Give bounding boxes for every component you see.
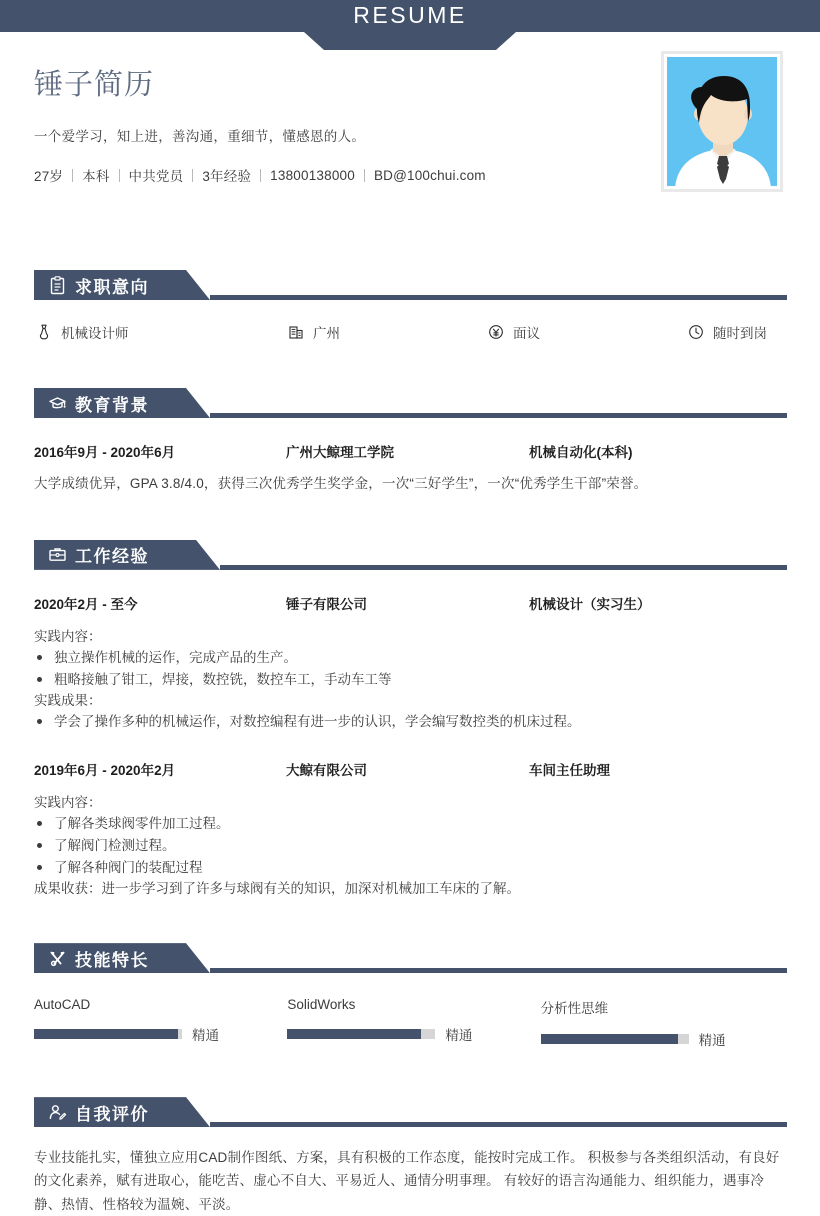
clipboard-icon [48,276,67,295]
experience-bullet-list [34,647,820,691]
intention-items [36,322,788,342]
section-education [0,388,820,495]
intention-position-label: 机械设计师 [61,326,129,341]
experience-role: 机械设计（实习生） [529,596,651,612]
contact-divider [72,169,73,182]
candidate-name: 锤子简历 [34,69,155,101]
intention-availability [688,322,767,342]
building-icon [288,324,304,340]
skill-progress-track [34,1029,182,1039]
intention-availability-label: 随时到岗 [713,326,767,341]
graduation-cap-icon [48,394,67,413]
education-entry-header [34,441,820,461]
section-header-intention [34,270,787,300]
experience-entry-header [34,593,820,613]
intention-city [288,322,488,342]
resume-title: RESUME [353,2,467,28]
section-label [48,388,149,418]
skill-item [287,997,540,1049]
section-label [48,270,149,300]
experience-footer: 成果收获：进一步学习到了许多与球阀有关的知识，加深对机械加工车床的了解。 [34,880,520,896]
skill-progress-fill [34,1029,178,1039]
avatar-illustration [667,57,777,186]
skill-level-label: 精通 [445,1028,473,1044]
skill-name: SolidWorks [287,997,356,1013]
section-skills [0,943,820,1049]
contact-divider [119,169,120,182]
experience-bullet-list [34,711,820,733]
contact-divider [192,169,193,182]
experience-entry-header [34,759,820,779]
list-item: 独立操作机械的运作，完成产品的生产。 [34,647,820,669]
section-rule [220,565,787,570]
list-item: 了解阀门检测过程。 [34,835,820,857]
contact-experience: 3年经验 [202,169,252,184]
intention-salary [488,322,688,342]
section-label [48,1097,149,1127]
skill-name: 分析性思维 [540,1001,609,1017]
skill-item [34,997,287,1049]
experience-block-label: 实践内容： [34,795,102,810]
experience-role: 车间主任助理 [529,763,610,778]
section-title: 技能特长 [75,950,149,970]
education-major: 机械自动化(本科) [529,445,633,460]
experience-company: 锤子有限公司 [286,596,367,612]
experience-block-label: 实践成果： [34,692,102,708]
profile-header [0,32,820,224]
section-label [48,540,149,570]
section-title: 求职意向 [75,277,149,297]
skill-level-label: 精通 [192,1028,219,1044]
experience-period: 2020年2月 - 至今 [34,596,138,612]
intention-city-label: 广州 [313,326,340,341]
skill-item [541,997,794,1049]
clock-icon [688,324,704,340]
contact-age: 27岁 [34,169,64,184]
intention-salary-label: 面议 [513,326,540,341]
briefcase-icon [48,545,67,564]
contact-political: 中共党员 [128,169,184,184]
education-description: 大学成绩优异，GPA 3.8/4.0，获得三次优秀学生奖学金，一次“三好学生”，一次“优秀学生干部”荣誉。 [34,476,648,491]
experience-block-label: 实践内容： [34,628,102,644]
skills-list [34,997,794,1049]
skill-progress-track [541,1034,689,1044]
list-item: 学会了操作多种的机械运作，对数控编程有进一步的认识，学会编写数控类的机床过程。 [34,711,820,733]
tools-icon [48,949,67,968]
top-banner [0,0,820,32]
education-school: 广州大鲸理工学院 [286,445,394,460]
experience-company: 大鲸有限公司 [286,763,367,778]
skill-meter [541,1029,794,1049]
skill-meter [34,1024,287,1044]
section-rule [210,413,787,418]
contact-email: BD@100chui.com [373,167,486,183]
list-item: 了解各种阀门的装配过程 [34,857,820,879]
contact-line [34,165,634,185]
contact-divider [260,169,261,182]
user-edit-icon [48,1103,67,1122]
section-title: 自我评价 [75,1104,149,1124]
experience-bullet-list [34,813,820,879]
section-title: 工作经验 [75,547,149,567]
skill-meter [287,1024,540,1044]
skill-progress-fill [541,1034,679,1044]
contact-phone: 13800138000 [270,167,355,183]
section-experience [0,540,820,899]
section-label [48,943,149,973]
skill-progress-track [287,1029,435,1039]
profile-photo-frame [661,51,783,192]
section-header-evaluation [34,1097,787,1127]
avatar [667,57,777,186]
section-intention [0,270,820,342]
yen-circle-icon [488,324,504,340]
list-item: 粗略接触了钳工，焊接，数控铣，数控车工，手动车工等 [34,669,820,691]
skill-level-label: 精通 [698,1033,726,1049]
section-rule [210,295,787,300]
education-period: 2016年9月 - 2020年6月 [34,445,176,460]
necktie-icon [36,324,52,340]
skill-name: AutoCAD [34,997,91,1013]
section-title: 教育背景 [75,395,149,415]
contact-degree: 本科 [82,169,110,184]
section-rule [210,968,787,973]
list-item: 了解各类球阀零件加工过程。 [34,813,820,835]
section-evaluation [0,1097,820,1216]
skill-progress-fill [287,1029,420,1039]
intention-position [36,322,288,342]
section-rule [210,1122,787,1127]
profile-info [34,62,634,185]
section-header-skills [34,943,787,973]
section-header-education [34,388,787,418]
section-header-experience [34,540,787,570]
evaluation-text: 专业技能扎实，懂独立应用CAD制作图纸、方案，具有积极的工作态度，能按时完成工作。 积极参与各类组织活动，有良好的文化素养，赋有进取心，能吃苦、虚心不自大、平易近人、通情分明事理。 有较好的语言沟通能力、组织能力，遇事冷静、热情、性格较为温婉、平淡。 [34,1150,780,1212]
experience-period: 2019年6月 - 2020年2月 [34,763,176,778]
contact-divider [364,169,365,182]
candidate-tagline: 一个爱学习，知上进，善沟通，重细节，懂感恩的人。 [34,129,366,144]
